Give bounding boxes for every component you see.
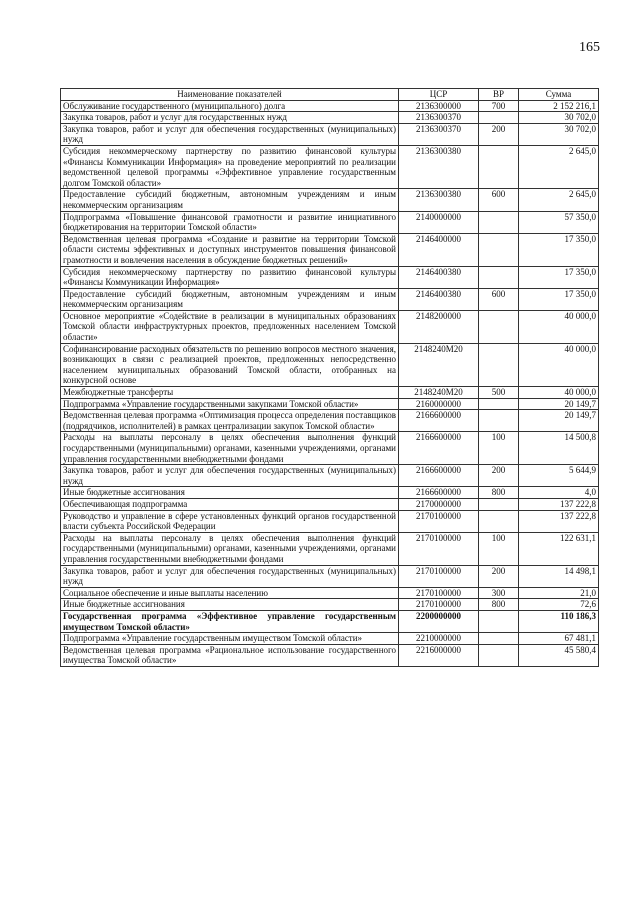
table-row xyxy=(61,565,599,587)
row-name: Государственная программа «Эффективное управление государственным имуществом Томской области» xyxy=(61,610,399,632)
row-name: Субсидия некоммерческому партнерству по развитию финансовой культуры «Финансы Коммуникации Информация» xyxy=(61,266,399,288)
table-row xyxy=(61,398,599,410)
table-row xyxy=(61,510,599,532)
header-csr: ЦСР xyxy=(399,89,479,101)
row-csr: 2216000000 xyxy=(399,644,479,666)
row-csr: 2166600000 xyxy=(399,487,479,499)
row-sum: 137 222,8 xyxy=(519,498,599,510)
row-vr: 200 xyxy=(479,465,519,487)
row-vr: 600 xyxy=(479,288,519,310)
table-row xyxy=(61,498,599,510)
row-sum: 17 350,0 xyxy=(519,288,599,310)
row-name: Ведомственная целевая программа «Рациональное использование государственного имущества Томской области» xyxy=(61,644,399,666)
row-csr: 2140000000 xyxy=(399,211,479,233)
header-vr: ВР xyxy=(479,89,519,101)
row-name: Расходы на выплаты персоналу в целях обеспечения выполнения функций государственными (муниципальными) органами, казенными учреждениями, органами управления государственными внебюджетными фондами xyxy=(61,532,399,565)
row-vr: 200 xyxy=(479,123,519,145)
row-sum: 30 702,0 xyxy=(519,123,599,145)
table-row xyxy=(61,587,599,599)
table-header-row xyxy=(61,89,599,101)
table-row xyxy=(61,288,599,310)
row-name: Ведомственная целевая программа «Создание и развитие на территории Томской области системы эффективных и доступных инструментов повышения финансовой грамотности и вовлечения населения в обсуждение бюджетных решений» xyxy=(61,233,399,266)
row-vr xyxy=(479,633,519,645)
row-csr: 2170100000 xyxy=(399,587,479,599)
row-vr xyxy=(479,610,519,632)
row-sum: 20 149,7 xyxy=(519,410,599,432)
row-sum: 122 631,1 xyxy=(519,532,599,565)
row-csr: 2146400380 xyxy=(399,266,479,288)
row-name: Социальное обеспечение и иные выплаты населению xyxy=(61,587,399,599)
row-name: Ведомственная целевая программа «Оптимизация процесса определения поставщиков (подрядчиков, исполнителей) в рамках централизации закупок Томской области» xyxy=(61,410,399,432)
row-csr: 2136300380 xyxy=(399,145,479,188)
row-vr: 800 xyxy=(479,487,519,499)
row-vr xyxy=(479,498,519,510)
row-csr: 2170100000 xyxy=(399,565,479,587)
row-sum: 137 222,8 xyxy=(519,510,599,532)
row-vr: 700 xyxy=(479,100,519,112)
row-vr xyxy=(479,310,519,343)
row-sum: 57 350,0 xyxy=(519,211,599,233)
row-name: Межбюджетные трансферты xyxy=(61,387,399,399)
row-sum: 45 580,4 xyxy=(519,644,599,666)
table-row xyxy=(61,387,599,399)
row-name: Закупка товаров, работ и услуг для обеспечения государственных (муниципальных) нужд xyxy=(61,565,399,587)
row-vr xyxy=(479,398,519,410)
row-csr: 2136300000 xyxy=(399,100,479,112)
table-row xyxy=(61,633,599,645)
row-sum: 72,6 xyxy=(519,599,599,611)
row-csr: 2166600000 xyxy=(399,465,479,487)
row-sum: 40 000,0 xyxy=(519,343,599,386)
row-name: Руководство и управление в сфере установленных функций органов государственной власти субъекта Российской Федерации xyxy=(61,510,399,532)
row-name: Расходы на выплаты персоналу в целях обеспечения выполнения функций государственными (муниципальными) органами, казенными учреждениями, органами управления государственными внебюджетными фондами xyxy=(61,432,399,465)
row-vr xyxy=(479,112,519,124)
header-name: Наименование показателей xyxy=(61,89,399,101)
table-row xyxy=(61,266,599,288)
row-sum: 17 350,0 xyxy=(519,266,599,288)
row-sum: 14 498,1 xyxy=(519,565,599,587)
table-row xyxy=(61,410,599,432)
row-csr: 2160000000 xyxy=(399,398,479,410)
row-csr: 2170100000 xyxy=(399,510,479,532)
page-number: 165 xyxy=(579,40,600,55)
row-sum: 2 152 216,1 xyxy=(519,100,599,112)
table-row xyxy=(61,123,599,145)
table-row xyxy=(61,610,599,632)
table-row xyxy=(61,532,599,565)
table-row xyxy=(61,310,599,343)
row-csr: 2170100000 xyxy=(399,599,479,611)
row-sum: 5 644,9 xyxy=(519,465,599,487)
row-csr: 2166600000 xyxy=(399,432,479,465)
row-csr: 2146400000 xyxy=(399,233,479,266)
row-csr: 2166600000 xyxy=(399,410,479,432)
row-sum: 21,0 xyxy=(519,587,599,599)
row-sum: 4,0 xyxy=(519,487,599,499)
table-row xyxy=(61,343,599,386)
row-name: Субсидия некоммерческому партнерству по развитию финансовой культуры «Финансы Коммуникации Информация» на проведение мероприятий по реализации ведомственной целевой программы «Эффективное управление государственным долгом Томской области» xyxy=(61,145,399,188)
row-sum: 2 645,0 xyxy=(519,145,599,188)
table-row xyxy=(61,189,599,211)
budget-table xyxy=(60,88,599,667)
row-csr: 2148200000 xyxy=(399,310,479,343)
row-name: Закупка товаров, работ и услуг для государственных нужд xyxy=(61,112,399,124)
row-name: Обслуживание государственного (муниципального) долга xyxy=(61,100,399,112)
row-sum: 30 702,0 xyxy=(519,112,599,124)
row-sum: 110 186,3 xyxy=(519,610,599,632)
table-row xyxy=(61,145,599,188)
row-vr: 600 xyxy=(479,189,519,211)
row-name: Подпрограмма «Управление государственными закупками Томской области» xyxy=(61,398,399,410)
row-name: Иные бюджетные ассигнования xyxy=(61,599,399,611)
row-sum: 17 350,0 xyxy=(519,233,599,266)
row-csr: 2170100000 xyxy=(399,532,479,565)
table-row xyxy=(61,211,599,233)
table-row xyxy=(61,465,599,487)
row-name: Закупка товаров, работ и услуг для обеспечения государственных (муниципальных) нужд xyxy=(61,123,399,145)
row-csr: 2146400380 xyxy=(399,288,479,310)
row-vr xyxy=(479,343,519,386)
row-name: Иные бюджетные ассигнования xyxy=(61,487,399,499)
row-vr xyxy=(479,145,519,188)
row-name: Обеспечивающая подпрограмма xyxy=(61,498,399,510)
row-csr: 2136300370 xyxy=(399,123,479,145)
row-vr xyxy=(479,510,519,532)
row-vr xyxy=(479,644,519,666)
row-sum: 20 149,7 xyxy=(519,398,599,410)
row-name: Основное мероприятие «Содействие в реализации в муниципальных образованиях Томской области инфраструктурных проектов, предложенных населением Томской области» xyxy=(61,310,399,343)
row-vr: 800 xyxy=(479,599,519,611)
row-csr: 2200000000 xyxy=(399,610,479,632)
row-vr: 200 xyxy=(479,565,519,587)
row-sum: 2 645,0 xyxy=(519,189,599,211)
row-sum: 67 481,1 xyxy=(519,633,599,645)
header-sum: Сумма xyxy=(519,89,599,101)
row-sum: 14 500,8 xyxy=(519,432,599,465)
table-row xyxy=(61,432,599,465)
row-name: Закупка товаров, работ и услуг для обеспечения государственных (муниципальных) нужд xyxy=(61,465,399,487)
row-name: Подпрограмма «Управление государственным имуществом Томской области» xyxy=(61,633,399,645)
table-row xyxy=(61,112,599,124)
table-row xyxy=(61,644,599,666)
row-vr xyxy=(479,233,519,266)
row-vr xyxy=(479,410,519,432)
row-csr: 2136300380 xyxy=(399,189,479,211)
row-name: Предоставление субсидий бюджетным, автономным учреждениям и иным некоммерческим организациям xyxy=(61,288,399,310)
row-vr xyxy=(479,211,519,233)
row-vr: 100 xyxy=(479,532,519,565)
row-csr: 2136300370 xyxy=(399,112,479,124)
table-row xyxy=(61,599,599,611)
row-vr xyxy=(479,266,519,288)
table-row xyxy=(61,487,599,499)
row-csr: 2210000000 xyxy=(399,633,479,645)
row-name: Софинансирование расходных обязательств по решению вопросов местного значения, возникающих в связи с реализацией проектов, предложенных непосредственно населением муниципальных образований Томской области, отобранных на конкурсной основе xyxy=(61,343,399,386)
row-sum: 40 000,0 xyxy=(519,310,599,343)
row-vr: 300 xyxy=(479,587,519,599)
table-row xyxy=(61,233,599,266)
row-vr: 100 xyxy=(479,432,519,465)
row-sum: 40 000,0 xyxy=(519,387,599,399)
row-name: Подпрограмма «Повышение финансовой грамотности и развитие инициативного бюджетирования на территории Томской области» xyxy=(61,211,399,233)
row-name: Предоставление субсидий бюджетным, автономным учреждениям и иным некоммерческим организациям xyxy=(61,189,399,211)
table-row xyxy=(61,100,599,112)
row-csr: 2148240М20 xyxy=(399,387,479,399)
row-vr: 500 xyxy=(479,387,519,399)
row-csr: 2148240М20 xyxy=(399,343,479,386)
row-csr: 2170000000 xyxy=(399,498,479,510)
